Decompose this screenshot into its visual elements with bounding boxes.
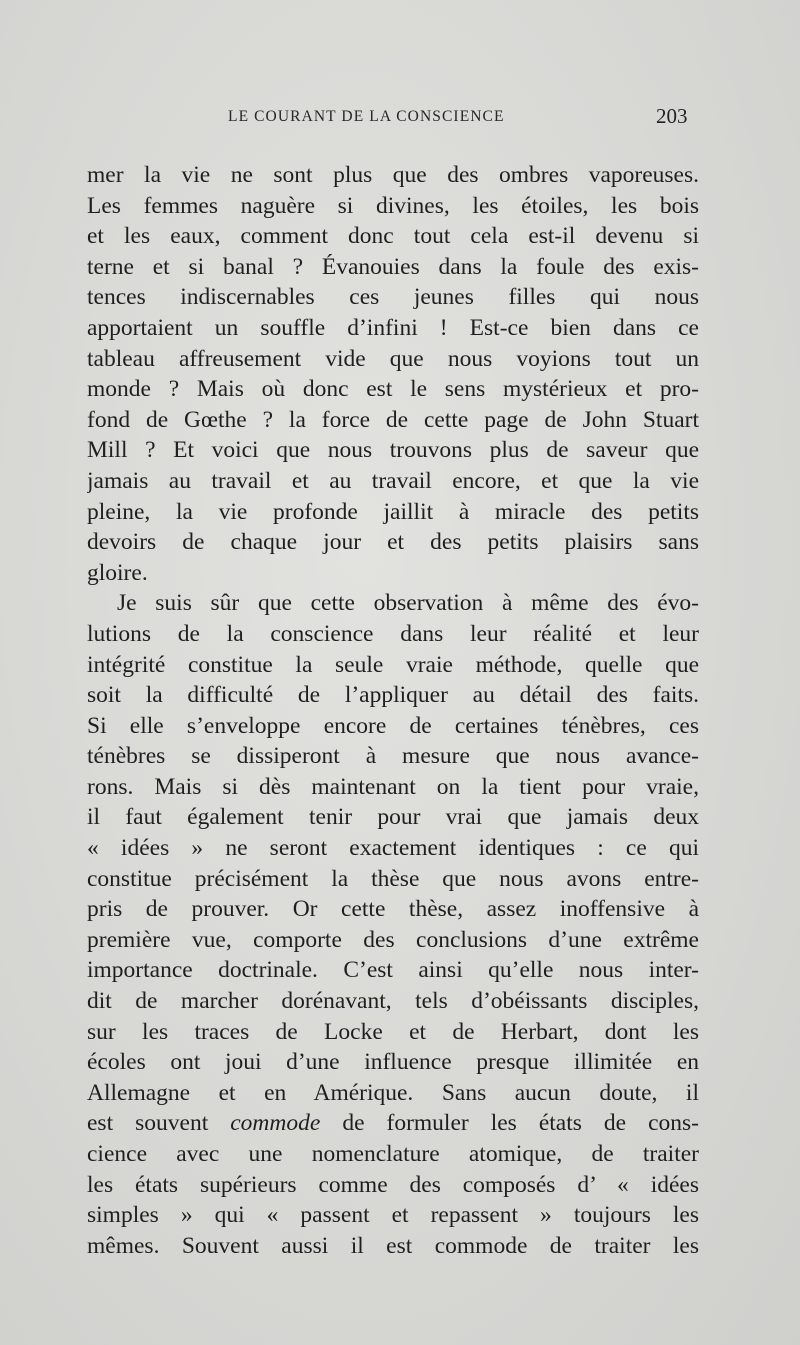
text-line: mer la vie ne sont plus que des ombres vaporeuses. (87, 162, 699, 188)
text-line: soit la difficulté de l’appliquer au détail des faits. (87, 682, 699, 709)
text-line: il faut également tenir pour vrai que jamais deux (87, 804, 699, 831)
text-line: mêmes. Souvent aussi il est commode de traiter les (87, 1232, 699, 1259)
text-line: dit de marcher dorénavant, tels d’obéissants disciples, (87, 988, 699, 1015)
paragraph-start-line: Je suis sûr que cette observation à même des évo- (117, 590, 699, 617)
text-line: monde ? Mais où donc est le sens mystérieux et pro- (87, 376, 699, 403)
text-line: devoirs de chaque jour et des petits plaisirs sans (87, 529, 699, 556)
text-line: jamais au travail et au travail encore, et que la vie (87, 467, 699, 494)
text-segment: de formuler les états de cons- (342, 1110, 699, 1137)
text-line: les états supérieurs comme des composés d’ « idées (87, 1171, 699, 1198)
text-line: première vue, comporte des conclusions d’une extrême (87, 926, 699, 953)
text-line: cience avec une nomenclature atomique, de traiter (87, 1141, 699, 1167)
text-line: Mill ? Et voici que nous trouvons plus de saveur que (87, 437, 699, 464)
text-line: tableau affreusement vide que nous voyions tout un (87, 345, 699, 372)
text-line: sur les traces de Locke et de Herbart, dont les (87, 1018, 699, 1045)
text-line: constitue précisément la thèse que nous avons entre- (87, 865, 699, 892)
text-line: pleine, la vie profonde jaillit à miracle des petits (87, 498, 699, 525)
body-text (87, 160, 699, 1261)
text-line: Allemagne et en Amérique. Sans aucun doute, il (87, 1079, 699, 1106)
text-line: gloire. (87, 559, 148, 586)
emphasized-word: commode (230, 1110, 321, 1137)
text-line: simples » qui « passent et repassent » toujours les (87, 1202, 699, 1229)
text-line: et les eaux, comment donc tout cela est-il devenu si (87, 223, 699, 250)
page-number: 203 (656, 104, 688, 128)
text-line: terne et si banal ? Évanouies dans la foule des exis- (87, 253, 699, 280)
text-segment: est souvent (87, 1110, 209, 1137)
text-line: pris de prouver. Or cette thèse, assez inoffensive à (87, 896, 699, 923)
running-title: LE COURANT DE LA CONSCIENCE (228, 108, 505, 125)
text-line: tences indiscernables ces jeunes filles qui nous (87, 284, 699, 311)
text-line: Si elle s’enveloppe encore de certaines ténèbres, ces (87, 712, 699, 739)
text-line: Les femmes naguère si divines, les étoiles, les bois (87, 192, 699, 219)
text-line: lutions de la conscience dans leur réalité et leur (87, 620, 699, 647)
text-line-with-emphasis (87, 1108, 699, 1139)
text-line: importance doctrinale. C’est ainsi qu’elle nous inter- (87, 957, 699, 984)
text-line: rons. Mais si dès maintenant on la tient pour vraie, (87, 773, 699, 800)
text-line: apportaient un souffle d’infini ! Est-ce bien dans ce (87, 314, 699, 341)
text-line: ténèbres se dissiperont à mesure que nous avance- (87, 743, 699, 770)
text-line: intégrité constitue la seule vraie méthode, quelle que (87, 651, 699, 678)
text-line: « idées » ne seront exactement identiques : ce qui (87, 835, 699, 862)
text-line: écoles ont joui d’une influence presque illimitée en (87, 1049, 699, 1076)
text-line: fond de Gœthe ? la force de cette page de John Stuart (87, 406, 699, 433)
